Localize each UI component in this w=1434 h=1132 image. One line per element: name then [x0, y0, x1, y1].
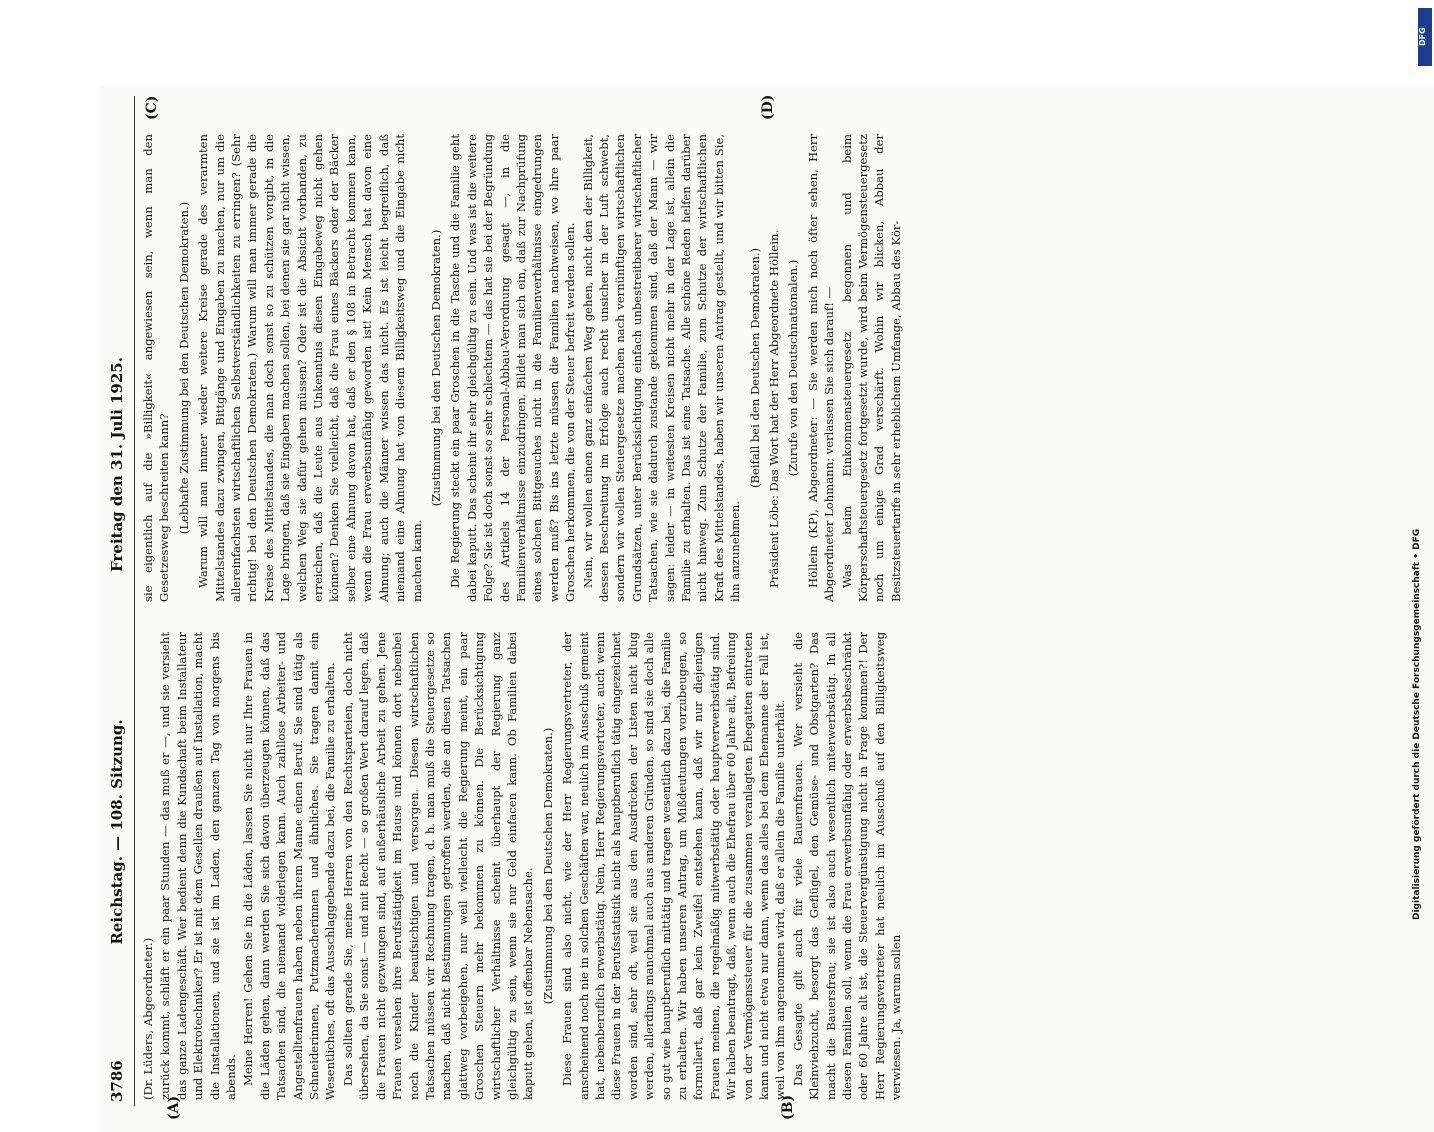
paragraph: Warum will man immer wieder weitere Kreise gerade des verarmten Mittelstandes dazu zwingen, Bittgänge und Eingaben zu machen, nur um die allereinfachsten wirtschaftlichen Selbstverständlichkeiten zu erringen? (Sehr richtig! bei den Deutschen Demokraten.) Warum will man immer gerade die Kreise des Mittelstandes, die man doch sonst so zu schützen vorgibt, in die Lage bringen, daß sie Eingaben machen sollen, bei denen sie gar nicht wissen, welchen Weg sie dafür gehen müssen? Oder ist die Absicht vorhanden, zu erreichen, daß die Leute aus Unkenntnis diesen Eingabeweg nicht gehen können? Denken Sie vielleicht, daß die Frau eines Bäckers oder der Bäcker selber eine Ahnung davon hat, daß er den § 108 in Betracht kommen kann, wenn die Frau erwerbsunfähig geworden ist! Kein Mensch hat davon eine Ahnung; auch die Männer wissen das nicht. Es ist leicht begreiflich, daß niemand eine Ahnung hat von diesem Billigkeitsweg und die Eingabe nicht machen kann. [196, 134, 424, 602]
interjection: (Zustimmung bei den Deutschen Demokraten.) [428, 229, 443, 507]
paragraph: sie eigentlich auf die »Billigkeit« angewiesen sein, wenn man den Gesetzesweg beschreiten kann? [141, 134, 172, 602]
paragraph: Das Gesagte gilt auch für viele Bauernfrauen. Wer versieht die Kleinviehzucht, besorgt das Geflügel, den Gemüse- und Obstgarten? Das macht die Bauersfrau; sie ist also auch wesentlich miterwerbstätig. In all diesen Familien soll, wenn die Frau erwerbsunfähig oder erwerbsbeschränkt oder 60 Jahre alt ist, die Steuervergünstigung nicht in Frage kommen?! Der Herr Regierungsvertreter hat neulich im Ausschuß auf den Billigkeitsweg verwiesen. Ja, warum sollen [790, 632, 904, 1100]
page-header [108, 86, 132, 1132]
interjection: (Beifall bei den Deutschen Demokraten.) [747, 247, 762, 489]
margin-marker-a: (A) [166, 1095, 182, 1120]
paragraph: Die Regierung steckt ein paar Groschen in die Tasche und die Familie geht dabei kaputt. Das scheint ihr sehr gleichgültig zu sein. Und was ist die weitere Folge? Sie ist doch sonst so sehr schlechtem — das hat sie bei der Begründung des Artikels 14 der Personal-Abbau-Verordnung gesagt —, in die Familienverhältnisse einzudringen. Bildet man sich ein, daß zur Nachprüfung eines solchen Bittgesuches nicht in die Familienverhältnisse eingedrungen werden muß? Bis ins letzte müssen die Familien nachweisen, wo ihre paar Groschen herkommen, die von der Steuer befreit werden sollen. [448, 134, 578, 602]
paragraph: Präsident Löbe: Das Wort hat der Herr Abgeordnete Höllein. [767, 229, 782, 588]
paragraph: Höllein (KP), Abgeordneter: — Sie werden mich noch öfter sehen, Herr Abgeordneter Lohmann; verlassen Sie sich darauf! — [805, 134, 837, 602]
header-session: Reichstag. — 108. Sitzung. [108, 719, 126, 945]
dfg-logo: DFG [1418, 8, 1432, 66]
interjection: (Zustimmung bei den Deutschen Demokraten.) [540, 727, 555, 1005]
digitization-note [1412, 80, 1426, 920]
speaker-line: (Dr. Lüders, Abgeordneter.) [141, 937, 155, 1100]
digitization-note-text: Digitalisierung gefördert durch die Deutsche Forschungsgemeinschaft • DFG [1412, 528, 1422, 920]
margin-marker-c: (C) [144, 95, 160, 120]
margin-marker-d: (D) [760, 94, 776, 120]
paragraph: Meine Herren! Gehen Sie in die Läden, lassen Sie nicht nur Ihre Frauen in die Läden gehen, dann werden Sie sich davon überzeugen können, daß das Tatsachen sind, die niemand widerlegen kann. Auch zahllose Arbeiter- und Angestelltenfrauen haben neben ihrem Manne einen Beruf. Sie sind tätig als Schneiderinnen, Putzmacherinnen und ähnliches. Sie tragen damit ein Wesentliches, oft das Ausschlaggebende dazu bei, die Familie zu erhalten. [241, 632, 338, 1100]
left-column [140, 632, 906, 1100]
right-column [140, 134, 905, 602]
interjection: (Lebhafte Zustimmung bei den Deutschen Demokraten.) [176, 201, 191, 535]
paragraph: Diese Frauen sind also nicht, wie der Herr Regierungsvertreter, der anscheinend noch nie in solchen Geschäften war, neulich im Ausschuß gemeint hat, nebenberuflich erwerbstätig. Nein, Herr Regierungsvertreter, auch wenn diese Frauen in der Berufsstatistik nicht als hauptberuflich tätig eingezeichnet worden sind, sehr oft, weil sie aus den Ausdrücken der Listen nicht klug werden, allerdings manchmal auch aus anderen Gründen, so sind sie doch alle so gut wie hauptberuflich mittätig und tragen wesentlich dazu bei, die Familie zu erhalten. Wir haben unseren Antrag, um Mißdeutungen vorzubeugen, so formuliert, daß gar kein Zweifel entstehen kann, daß wir nur diejenigen Frauen meinen, die regelmäßig mitwerbstätig oder hauptverwerbstätig sind. Wir haben beantragt, daß, wenn auch die Ehefrau über 60 Jahre alt, Befreiung von der Vermögenssteuer für die zusammen veranlagten Ehegatten eintreten kann und nicht etwa nur dann, wenn das alles bei dem Ehemanne der Fall ist, weil von ihm angenommen wird, daß er allein die Familie unterhält. [560, 632, 788, 1100]
paragraph: Das sollten gerade Sie, meine Herren von den Rechtsparteien, doch nicht übersehen, da Sie sonst — und mit Recht — so großen Wert darauf legen, daß die Frauen nicht gezwungen sind, auf außerhäusliche Arbeit zu gehen. Jene Frauen versehen ihre Berufstätigkeit im Hause und können dort nebenbei noch die Kinder beaufsichtigen und versorgen. Diesen wirtschaftlichen Tatsachen müssen wir Rechnung tragen, d. h. man muß die Steuergesetze so machen, daß nicht Bestimmungen getroffen werden, die an diesen Tatsachen glattweg vorbeigehen, nur weil vielleicht die Regierung meint, ein paar Groschen Steuern mehr bekommen zu können. Die Berücksichtigung wirtschaftlicher Verhältnisse scheint überhaupt der Regierung ganz gleichgültig zu sein, wenn sie nur Geld einfacen kann. Ob Familien dabei kaputt gehen, ist offenbar Nebensache. [340, 632, 536, 1100]
margin-marker-b: (B) [780, 1094, 796, 1120]
paragraph: Nein, wir wollen einen ganz einfachen Weg gehen, nicht den der Billigkeit, dessen Beschreitung im Erfolge auch recht unsicher in der Luft schwebt, sondern wir wollen Steuergesetze machen nach vernünftigen wirtschaftlichen Grundsätzen, unter Berücksichtigung einfach unbestreitbarer wirtschaftlicher Tatsachen, wie sie dadurch zustande gekommen sind, daß der Mann — wir sagen: leider — in weitesten Kreisen nicht mehr in der Lage ist, allein die Familie zu erhalten. Das ist eine Tatsache. Alle schöne Reden helfen darüber nicht hinweg. Zum Schutze der Familie, zum Schutze der wirtschaftlichen Kraft des Mittelstandes, haben wir unseren Antrag gestellt, und wir bitten Sie, ihn anzunehmen. [580, 134, 743, 602]
page-number: 3786 [108, 1060, 126, 1102]
paragraph: zurück kommt, schläft er ein paar Stunden — das muß er —, und sie versieht das ganze Ladengeschäft. Wer bedient denn die Kundschaft beim Installateur und Elektrotechniker? Er ist mit dem Gesellen draußen auf Installation, macht die Installationen, und sie ist im Laden, den ganzen Tag von morgens bis abends. [158, 632, 239, 1100]
interjection: (Zurufe von den Deutschnationalen.) [786, 259, 801, 477]
rotated-page [100, 86, 1434, 1132]
header-rule [134, 96, 135, 1106]
paragraph: Was beim Einkommensteuergesetz begonnen und beim Körperschaftsteuergesetz fortgesetzt wurde, wird beim Vermögensteuergesetz noch um einige Grad verschärft. Wohin wir blicken, Abbau der Besitzsteuertarife in sehr erheblichem Umfange, Abbau des Kör- [839, 134, 903, 602]
header-date: Freitag den 31. Juli 1925. [108, 357, 126, 572]
